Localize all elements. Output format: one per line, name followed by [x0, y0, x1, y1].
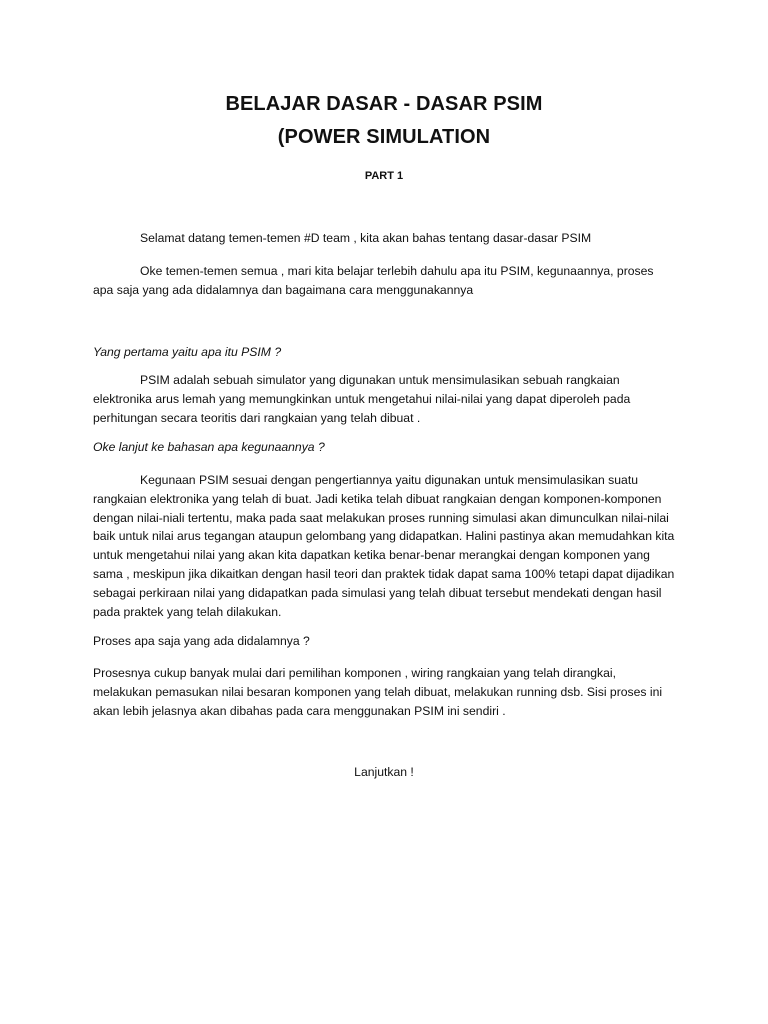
- question-usage: Oke lanjut ke bahasan apa kegunaannya ?: [93, 440, 325, 454]
- title-line-2: (POWER SIMULATION: [277, 126, 491, 148]
- part-label: PART 1: [364, 170, 404, 182]
- continue-label: Lanjutkan !: [354, 765, 414, 779]
- question-process: Proses apa saja yang ada didalamnya ?: [93, 634, 310, 648]
- answer-process: Prosesnya cukup banyak mulai dari pemilihan komponen , wiring rangkaian yang telah dirangkai, melakukan pemasukan nilai besaran komponen yang telah dibuat, melakukan running dsb. Sisi proses ini akan lebih jelasnya akan dibahas pada cara menggunakan PSIM ini sendiri .: [93, 666, 663, 718]
- question-what-is-psim: Yang pertama yaitu apa itu PSIM ?: [93, 345, 282, 359]
- title-line-1: BELAJAR DASAR - DASAR PSIM: [225, 93, 543, 115]
- answer-what-is-psim: PSIM adalah sebuah simulator yang digunakan untuk mensimulasikan sebuah rangkaian elektronika arus lemah yang memungkinkan untuk mengetahui nilai-nilai yang dapat diperoleh pada perhitungan secara teoritis dari rangkaian yang telah dibuat .: [93, 373, 631, 425]
- welcome-paragraph: Selamat datang temen-temen #D team , kita akan bahas tentang dasar-dasar PSIM: [140, 231, 592, 245]
- answer-usage: Kegunaan PSIM sesuai dengan pengertiannya yaitu digunakan untuk mensimulasikan suatu rangkaian elektronika yang telah di buat. Jadi ketika telah dibuat rangkaian dengan komponen-komponen dengan nilai-niali tertentu, maka pada saat melakukan proses running simulasi akan dimunculkan nilai-nilai baik untuk nilai arus tegangan ataupun gelombang yang didapatkan. Halini pastinya akan memudahkan kita untuk mengetahui nilai yang akan kita dapatkan ketika benar-benar merangkai dengan komponen yang sama , meskipun jika dikaitkan dengan hasil teori dan praktek tidak dapat sama 100% tetapi dapat dijadikan sebagai perkiraan nilai yang didapatkan pada simulasi yang telah dibuat tersebut mendekati dengan hasil pada praktek yang telah dilakukan.: [93, 473, 675, 619]
- intro-paragraph: Oke temen-temen semua , mari kita belajar terlebih dahulu apa itu PSIM, kegunaannya, proses apa saja yang ada didalamnya dan bagaimana cara menggunakannya: [93, 264, 654, 297]
